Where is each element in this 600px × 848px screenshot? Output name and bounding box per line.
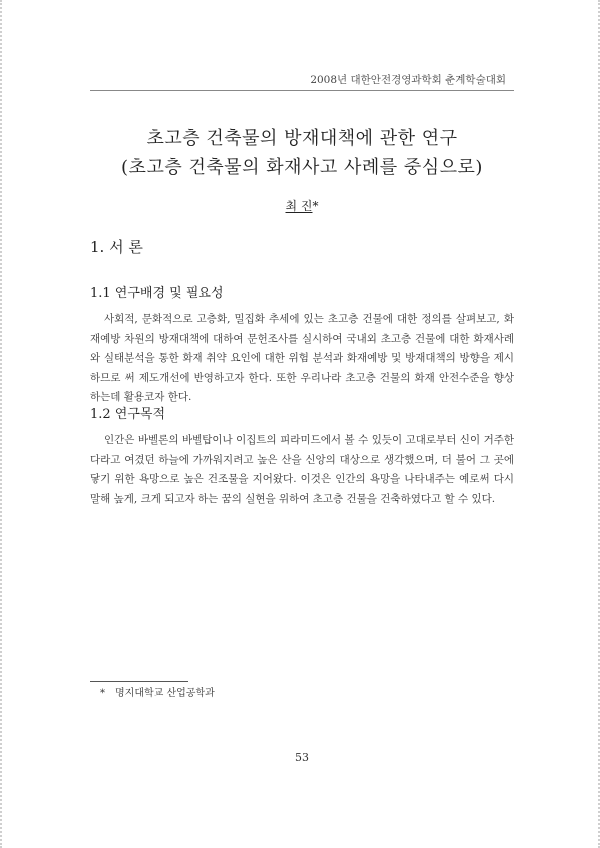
author-name: 최 진 — [285, 199, 313, 213]
page-number: 53 — [295, 751, 309, 764]
paragraph-purpose: 인간은 바벨론의 바벨탑이나 이집트의 피라미드에서 볼 수 있듯이 고대로부터 신이 거주한다라고 여겼던 하늘에 가까워지려고 높은 산을 신앙의 대상으로 생각했으며, 더 불어 그 곳에 닿기 위한 욕망으로 높은 건조물을 지어왔다. 이것은 인간의 욕망을 나타내주는 예로써 다시말해 높게, 크게 되고자 하는 꿈의 실현을 위하여 초고층 건물을 건축하였다고 할 수 있다. — [90, 434, 514, 505]
running-header: 2008년 대한안전경영과학회 춘계학술대회 — [310, 74, 506, 86]
paper-title: 초고층 건축물의 방재대책에 관한 연구 — [146, 128, 458, 149]
footnote — [100, 684, 215, 699]
paper-subtitle: (초고층 건축물의 화재사고 사례를 중심으로) — [121, 157, 483, 178]
footnote-mark: * — [100, 688, 105, 699]
author-footnote-mark: * — [312, 199, 319, 213]
author-line — [2, 197, 600, 214]
subsection-heading-purpose: 1.2 연구목적 — [90, 407, 166, 422]
section-heading-introduction: 1. 서 론 — [90, 238, 143, 256]
header-rule — [90, 90, 514, 91]
footnote-rule — [90, 681, 188, 682]
subsection-heading-background: 1.1 연구배경 및 필요성 — [90, 286, 224, 301]
footnote-text: 명지대학교 산업공학과 — [115, 688, 215, 699]
paragraph-background: 사회적, 문화적으로 고층화, 밀집화 추세에 있는 초고층 건물에 대한 정의를 살펴보고, 화재예방 차원의 방재대책에 대하여 문헌조사를 실시하여 국내외 초고층 건물에 대한 화재사례와 실태분석을 통한 화재 취약 요인에 대한 위험 분석과 화재예방 및 방재대책의 방향을 제시하므로 써 제도개선에 반영하고자 한다. 또한 우리나라 초고층 건물의 화재 안전수준을 향상하는데 활용코자 한다. — [90, 313, 514, 403]
